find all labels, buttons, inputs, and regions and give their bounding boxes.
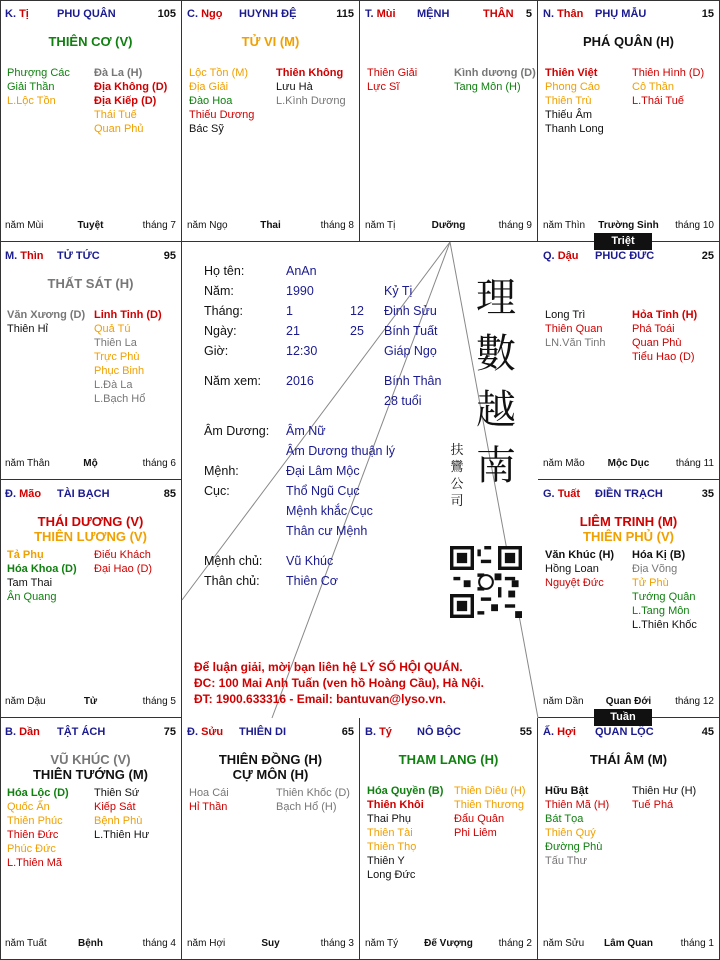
minor-star: Thiên Đức — [7, 829, 59, 841]
month-label: tháng 12 — [675, 696, 714, 707]
minor-star: Phá Toái — [632, 323, 675, 335]
minor-star: Thiên Y — [367, 855, 405, 867]
month-label: tháng 8 — [320, 220, 354, 231]
minor-star: Văn Khúc (H) — [545, 549, 615, 561]
than-chu-value: Thiên Cơ — [286, 574, 338, 588]
month-label: tháng 7 — [142, 220, 176, 231]
nam-xem-value: 2016 — [286, 374, 314, 388]
minor-star: Hóa Quyền (B) — [367, 785, 444, 797]
can-chi: B. Dần — [5, 726, 40, 738]
minor-star: Tả Phụ — [7, 549, 44, 561]
luu-nien-year: năm Tý — [365, 938, 399, 949]
minor-star: LN.Văn Tinh — [545, 337, 606, 349]
minor-star: Thiên Khốc (D) — [276, 787, 350, 799]
minor-star: Địa Võng — [632, 563, 678, 575]
can-chi: Đ. Mão — [5, 488, 42, 500]
can-chi: G. Tuất — [543, 488, 581, 500]
minor-star: Phúc Đức — [7, 843, 56, 855]
minor-star: Long Trì — [545, 309, 586, 321]
minor-star: Tấu Thư — [545, 855, 588, 867]
thang-am-lich: 12 — [350, 304, 364, 318]
am-duong-ly: Âm Dương thuận lý — [286, 444, 395, 458]
minor-star: Thiên Thọ — [367, 841, 417, 853]
can-chi: C. Ngọ — [187, 8, 223, 20]
month-label: tháng 10 — [675, 220, 714, 231]
can-chi: K. Tị — [5, 8, 29, 20]
main-star: THÁI DƯƠNG (V) — [37, 514, 144, 529]
minor-star: Long Đức — [367, 869, 416, 881]
minor-star: Thiên Hỉ — [7, 323, 48, 335]
minor-star: Phượng Các — [7, 67, 70, 79]
palace-name: QUAN LỘC — [595, 726, 654, 738]
thang-can-chi: Đinh Sửu — [384, 304, 437, 318]
minor-star: Hóa Khoa (D) — [7, 563, 77, 575]
can-chi: M. Thìn — [5, 250, 44, 262]
luu-nien-year: năm Ngọ — [187, 220, 228, 231]
minor-star: Văn Xương (D) — [7, 309, 86, 321]
minor-star: L.Lộc Tồn — [7, 95, 56, 107]
dai-han-number: 105 — [157, 8, 176, 20]
ngay-can-chi: Bính Tuất — [384, 324, 438, 338]
truong-sinh-phase: Tử — [83, 696, 98, 707]
minor-star: Hóa Lộc (D) — [7, 787, 69, 799]
tuan-tag: Tuần — [594, 709, 652, 726]
palace-name: HUYNH ĐỆ — [239, 8, 297, 20]
minor-star: Đường Phù — [545, 841, 603, 853]
minor-star: L.Kình Dương — [276, 95, 346, 107]
minor-star: Hữu Bật — [545, 785, 589, 797]
center-panel — [182, 242, 538, 718]
truong-sinh-phase: Trường Sinh — [598, 220, 659, 231]
minor-star: Hồng Loan — [545, 563, 599, 575]
dai-han-number: 55 — [519, 726, 532, 738]
minor-star: Tướng Quân — [632, 591, 696, 603]
luu-nien-year: năm Thìn — [543, 220, 586, 231]
nam-can-chi: Kỷ Tị — [384, 284, 413, 298]
main-star: PHÁ QUÂN (H) — [583, 34, 674, 49]
palace-name: PHU QUÂN — [57, 8, 116, 20]
month-label: tháng 1 — [680, 938, 714, 949]
month-label: tháng 9 — [498, 220, 532, 231]
can-chi: B. Tý — [365, 726, 392, 738]
minor-star: Tử Phù — [632, 577, 669, 589]
truong-sinh-phase: Lâm Quan — [604, 938, 653, 949]
minor-star: Địa Không (D) — [94, 81, 168, 93]
minor-star: Thiếu Âm — [545, 109, 593, 121]
ngay-am-lich: 25 — [350, 324, 364, 338]
main-star: THAM LANG (H) — [398, 752, 499, 767]
main-star: THIÊN CƠ (V) — [48, 34, 133, 49]
minor-star: Cô Thần — [632, 81, 674, 93]
main-star: TỬ VI (M) — [241, 34, 300, 49]
menh-chu-value: Vũ Khúc — [286, 554, 334, 568]
qr-code-icon[interactable] — [450, 546, 522, 618]
main-star: THIÊN TƯỚNG (M) — [32, 767, 149, 782]
can-chi: Ấ. Hợi — [543, 726, 576, 738]
minor-star: Thiên Tài — [367, 827, 413, 839]
ngay-value: 21 — [286, 324, 300, 338]
main-star: CỰ MÔN (H) — [232, 767, 309, 782]
minor-star: Bát Tọa — [545, 813, 584, 825]
minor-star: Linh Tinh (D) — [94, 309, 162, 321]
truong-sinh-phase: Dưỡng — [431, 220, 466, 231]
month-label: tháng 4 — [142, 938, 176, 949]
cuc-relation: Mệnh khắc Cục — [286, 504, 373, 518]
minor-star: Lưu Hà — [276, 81, 313, 93]
main-star: THẤT SÁT (H) — [47, 276, 134, 291]
minor-star: Đà La (H) — [94, 67, 143, 79]
minor-star: Trực Phù — [94, 351, 140, 363]
dai-han-number: 95 — [163, 250, 176, 262]
luu-nien-year: năm Hợi — [187, 938, 226, 949]
truong-sinh-phase: Quan Đới — [605, 696, 652, 707]
minor-star: Lực Sĩ — [367, 81, 400, 93]
gio-can-chi: Giáp Ngọ — [384, 344, 437, 358]
am-duong-value: Âm Nữ — [286, 424, 326, 438]
minor-star: L.Đà La — [94, 379, 133, 391]
palace-than: THÂN — [483, 8, 514, 20]
palace-name: PHỤ MẪU — [595, 8, 647, 20]
luu-nien-year: năm Mùi — [5, 220, 44, 231]
minor-star: Thiên Hư (H) — [632, 785, 697, 797]
thang-value: 1 — [286, 304, 293, 318]
calligraphy: 理數越南 — [476, 275, 516, 489]
month-label: tháng 11 — [675, 458, 714, 469]
minor-star: Tam Thai — [7, 577, 53, 589]
minor-star: Tuế Phá — [632, 799, 674, 811]
dai-han-number: 45 — [701, 726, 714, 738]
nam-value: 1990 — [286, 284, 314, 298]
dai-han-number: 115 — [336, 8, 354, 20]
dai-han-number: 5 — [525, 8, 532, 20]
truong-sinh-phase: Mộ — [83, 458, 98, 469]
luu-nien-year: năm Tuất — [5, 938, 47, 949]
minor-star: Hoa Cái — [189, 787, 229, 799]
thang-label: Tháng: — [204, 304, 243, 318]
minor-star: Thai Phụ — [367, 813, 412, 825]
minor-star: Nguyệt Đức — [545, 577, 604, 589]
can-chi: T. Mùi — [365, 8, 396, 20]
tuoi-value: 28 tuổi — [384, 394, 422, 408]
minor-star: Đại Hao (D) — [94, 563, 153, 575]
seal-text: 扶鸞公司 — [450, 443, 464, 509]
nam-xem-can-chi: Bính Thân — [384, 374, 442, 388]
month-label: tháng 3 — [320, 938, 354, 949]
minor-star: Thiên Phúc — [7, 815, 63, 827]
minor-star: Quan Phù — [632, 337, 682, 349]
minor-star: L.Thiên Hư — [94, 829, 150, 841]
minor-star: Thiếu Dương — [189, 109, 255, 121]
can-chi: Đ. Sửu — [187, 726, 224, 738]
palace-name: TỬ TỨC — [57, 250, 100, 262]
minor-star: Điếu Khách — [94, 549, 151, 561]
minor-star: Đẩu Quân — [454, 813, 505, 825]
minor-star: Lộc Tồn (M) — [189, 67, 249, 79]
main-star: THIÊN ĐỒNG (H) — [218, 752, 323, 767]
truong-sinh-phase: Tuyệt — [77, 220, 104, 231]
minor-star: Quốc Ấn — [7, 801, 50, 813]
gio-value: 12:30 — [286, 344, 318, 358]
dai-han-number: 65 — [341, 726, 354, 738]
palace-name: THIÊN DI — [239, 726, 287, 738]
minor-star: Ân Quang — [7, 591, 57, 603]
menh-label: Mệnh: — [204, 464, 239, 478]
ho-ten-value: AnAn — [286, 264, 317, 278]
minor-star: Thiên La — [94, 337, 137, 349]
minor-star: Kiếp Sát — [94, 801, 136, 813]
minor-star: Thiên Quan — [545, 323, 603, 335]
minor-star: Bác Sỹ — [189, 123, 224, 135]
can-chi: N. Thân — [543, 8, 584, 20]
minor-star: Thiên Hình (D) — [632, 67, 705, 79]
palace-name: TÀI BẠCH — [57, 488, 110, 500]
ho-ten-label: Họ tên: — [204, 264, 245, 278]
cuc-label: Cục: — [204, 484, 230, 498]
contact-address: ĐC: 100 Mai Anh Tuấn (ven hồ Hoàng Cầu), Hà Nội. — [194, 676, 485, 690]
main-star: VŨ KHÚC (V) — [50, 752, 131, 767]
menh-chu-label: Mệnh chủ: — [204, 554, 263, 568]
minor-star: Bạch Hổ (H) — [276, 801, 337, 813]
main-star: LIÊM TRINH (M) — [579, 514, 678, 529]
minor-star: Thiên Giải — [367, 67, 418, 79]
minor-star: Thiên Quý — [545, 827, 596, 839]
than-chu-label: Thân chủ: — [204, 574, 260, 588]
than-cu: Thân cư Mệnh — [286, 524, 368, 538]
minor-star: Hỉ Thần — [189, 801, 228, 813]
luu-nien-year: năm Dậu — [5, 696, 46, 707]
palace-name: ĐIỀN TRẠCH — [595, 488, 663, 500]
am-duong-label: Âm Dương: — [204, 424, 270, 438]
main-star: THIÊN PHỦ (V) — [583, 529, 674, 544]
ngay-label: Ngày: — [204, 324, 237, 338]
can-chi: Q. Dậu — [543, 250, 579, 262]
minor-star: L.Thái Tuế — [632, 95, 684, 107]
minor-star: L.Thiên Khốc — [632, 619, 697, 631]
minor-star: Thiên Diêu (H) — [454, 785, 526, 797]
triet-tag: Triệt — [594, 233, 652, 250]
minor-star: Thiên Trù — [545, 95, 592, 107]
palace-name: NÔ BỘC — [417, 726, 461, 738]
luu-nien-year: năm Tị — [365, 220, 396, 231]
dai-han-number: 85 — [163, 488, 176, 500]
minor-star: Địa Kiếp (D) — [94, 95, 157, 107]
minor-star: Quan Phủ — [94, 123, 144, 135]
truong-sinh-phase: Bệnh — [78, 938, 103, 949]
minor-star: Đào Hoa — [189, 95, 233, 107]
truong-sinh-phase: Mộc Dục — [607, 458, 650, 469]
month-label: tháng 5 — [142, 696, 176, 707]
dai-han-number: 35 — [701, 488, 714, 500]
cuc-value: Thổ Ngũ Cục — [286, 484, 360, 498]
minor-star: Thiên Việt — [545, 67, 598, 79]
minor-star: Thiên Thương — [454, 799, 525, 811]
nam-label: Năm: — [204, 284, 234, 298]
minor-star: L.Bạch Hổ — [94, 393, 146, 405]
minor-star: Phong Cáo — [545, 81, 601, 93]
luu-nien-year: năm Sửu — [543, 938, 585, 949]
dai-han-number: 75 — [163, 726, 176, 738]
minor-star: Phục Binh — [94, 365, 145, 377]
minor-star: Quả Tú — [94, 323, 131, 335]
gio-label: Giờ: — [204, 344, 229, 358]
contact-phone-email[interactable]: ĐT: 1900.633316 - Email: bantuvan@lyso.vn. — [194, 692, 446, 706]
palace-name: PHÚC ĐỨC — [595, 250, 655, 262]
truong-sinh-phase: Đế Vượng — [424, 938, 473, 949]
minor-star: Tiểu Hao (D) — [632, 351, 695, 363]
minor-star: L.Tang Môn — [632, 605, 690, 617]
nam-xem-label: Năm xem: — [204, 374, 261, 388]
minor-star: Bệnh Phù — [94, 815, 143, 827]
minor-star: Kình dương (D) — [454, 67, 536, 79]
minor-star: Giải Thần — [7, 81, 55, 93]
truong-sinh-phase: Suy — [261, 938, 280, 949]
month-label: tháng 2 — [498, 938, 532, 949]
dai-han-number: 15 — [701, 8, 714, 20]
month-label: tháng 6 — [142, 458, 176, 469]
minor-star: Thiên Mã (H) — [545, 799, 610, 811]
dai-han-number: 25 — [701, 250, 714, 262]
minor-star: Thiên Khôi — [367, 799, 424, 811]
minor-star: Thiên Không — [276, 67, 344, 79]
minor-star: L.Thiên Mã — [7, 857, 63, 869]
minor-star: Thái Tuế — [94, 109, 137, 121]
palace-name: TẬT ÁCH — [57, 726, 106, 738]
luu-nien-year: năm Dần — [543, 696, 584, 707]
main-star: THÁI ÂM (M) — [589, 752, 668, 767]
palace-name: MỆNH — [417, 8, 450, 20]
minor-star: Thanh Long — [545, 123, 604, 135]
truong-sinh-phase: Thai — [260, 220, 281, 231]
minor-star: Tang Môn (H) — [454, 81, 521, 93]
luu-nien-year: năm Mão — [543, 458, 585, 469]
minor-star: Phi Liêm — [454, 827, 497, 839]
minor-star: Thiên Sứ — [94, 787, 140, 799]
menh-value: Đại Lâm Mộc — [286, 464, 360, 478]
minor-star: Hỏa Tinh (H) — [632, 309, 698, 321]
contact-line-1: Để luận giải, mời bạn liên hệ LÝ SỐ HỘI QUÁN. — [194, 660, 463, 674]
minor-star: Địa Giải — [189, 81, 229, 93]
minor-star: Hóa Kị (B) — [632, 549, 686, 561]
main-star: THIÊN LƯƠNG (V) — [34, 529, 147, 544]
luu-nien-year: năm Thân — [5, 458, 50, 469]
